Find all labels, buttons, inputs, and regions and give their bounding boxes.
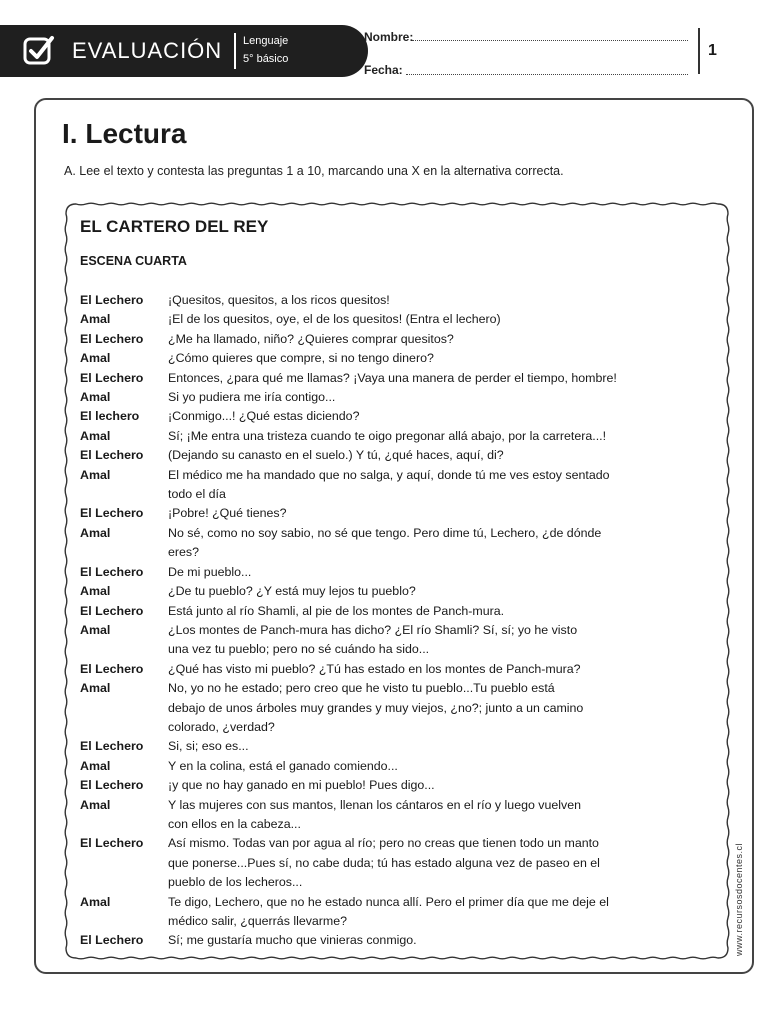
- dialogue-line: [80, 582, 660, 601]
- name-label: Nombre:: [364, 30, 414, 44]
- speaker-name: Amal: [80, 758, 111, 773]
- dialogue-text: ¿De tu pueblo? ¿Y está muy lejos tu pueblo?: [168, 584, 416, 599]
- dialogue-line: [80, 563, 660, 582]
- dialogue-text: debajo de unos árboles muy grandes y muy viejos, ¿no?; junto a un camino: [168, 700, 584, 715]
- dialogue-line: [80, 621, 660, 640]
- speaker-name: El Lechero: [80, 836, 144, 851]
- speaker-name: El Lechero: [80, 564, 144, 579]
- dialogue-line: [80, 407, 660, 426]
- dialogue: [80, 291, 660, 951]
- dialogue-line: [80, 912, 660, 931]
- dialogue-text: con ellos en la cabeza...: [168, 816, 301, 831]
- dialogue-text: Y las mujeres con sus mantos, llenan los cántaros en el río y luego vuelven: [168, 797, 582, 812]
- dialogue-text: ¿Cómo quieres que compre, si no tengo dinero?: [168, 351, 434, 366]
- dialogue-line: [80, 776, 660, 795]
- dialogue-line: [80, 504, 660, 523]
- speaker-name: El Lechero: [80, 603, 144, 618]
- speaker-name: El Lechero: [80, 933, 144, 948]
- dialogue-line: [80, 602, 660, 621]
- story-title: EL CARTERO DEL REY: [80, 217, 269, 236]
- dialogue-text: ¡y que no hay ganado en mi pueblo! Pues digo...: [168, 778, 435, 793]
- speaker-name: [80, 873, 168, 892]
- dialogue-line: [80, 718, 660, 737]
- dialogue-line: [80, 873, 660, 892]
- header-divider: [234, 33, 236, 69]
- dialogue-text: Sí; ¡Me entra una tristeza cuando te oigo pregonar allá abajo, por la carretera...!: [168, 428, 607, 443]
- speaker-name: Amal: [80, 681, 111, 696]
- instruction-text: A. Lee el texto y contesta las preguntas 1 a 10, marcando una X en la alternativa correcta.: [64, 164, 564, 178]
- dialogue-line: [80, 893, 660, 912]
- page-number: 1: [708, 42, 717, 59]
- header-bar: [0, 25, 368, 77]
- dialogue-text: Te digo, Lechero, que no he estado nunca allí. Pero el primer día que me deje el: [168, 894, 609, 909]
- dialogue-line: [80, 834, 660, 853]
- speaker-name: Amal: [80, 428, 111, 443]
- dialogue-line: [80, 466, 660, 485]
- dialogue-text: Si yo pudiera me iría contigo...: [168, 390, 336, 405]
- dialogue-text: Está junto al río Shamli, al pie de los montes de Panch-mura.: [168, 603, 505, 618]
- header-subject: Lenguaje: [243, 35, 289, 47]
- dialogue-text: que ponerse...Pues sí, no cabe duda; tú has estado alguna vez de paseo en el: [168, 855, 600, 870]
- dialogue-text: pueblo de los lecheros...: [168, 875, 303, 890]
- speaker-name: El Lechero: [80, 448, 144, 463]
- dialogue-text: ¡El de los quesitos, oye, el de los quesitos! (Entra el lechero): [168, 312, 501, 327]
- speaker-name: Amal: [80, 622, 111, 637]
- dialogue-line: [80, 485, 660, 504]
- dialogue-line: [80, 737, 660, 756]
- dialogue-line: [80, 388, 660, 407]
- dialogue-text: ¿Me ha llamado, niño? ¿Quieres comprar quesitos?: [168, 331, 454, 346]
- dialogue-text: colorado, ¿verdad?: [168, 719, 275, 734]
- dialogue-line: [80, 291, 660, 310]
- dialogue-text: ¡Conmigo...! ¿Qué estas diciendo?: [168, 409, 360, 424]
- dialogue-line: [80, 815, 660, 834]
- dialogue-line: [80, 310, 660, 329]
- date-label: Fecha:: [364, 63, 403, 77]
- speaker-name: [80, 485, 168, 504]
- dialogue-line: [80, 369, 660, 388]
- speaker-name: [80, 854, 168, 873]
- page-number-divider: [698, 28, 700, 74]
- header-grade: 5° básico: [243, 53, 289, 65]
- scene-title: ESCENA CUARTA: [80, 254, 187, 268]
- speaker-name: Amal: [80, 351, 111, 366]
- speaker-name: Amal: [80, 584, 111, 599]
- dialogue-line: [80, 446, 660, 465]
- dialogue-line: [80, 524, 660, 543]
- dialogue-line: [80, 699, 660, 718]
- speaker-name: [80, 640, 168, 659]
- dialogue-line: [80, 854, 660, 873]
- date-field[interactable]: [406, 74, 688, 75]
- dialogue-line: [80, 931, 660, 950]
- dialogue-text: Entonces, ¿para qué me llamas? ¡Vaya una manera de perder el tiempo, hombre!: [168, 370, 617, 385]
- dialogue-text: Y en la colina, está el ganado comiendo...: [168, 758, 398, 773]
- speaker-name: [80, 543, 168, 562]
- speaker-name: Amal: [80, 525, 111, 540]
- dialogue-text: ¿Los montes de Panch-mura has dicho? ¿El río Shamli? Sí, sí; yo he visto: [168, 622, 578, 637]
- dialogue-text: ¡Quesitos, quesitos, a los ricos quesitos!: [168, 293, 390, 307]
- dialogue-text: Si, si; eso es...: [168, 739, 249, 754]
- dialogue-line: [80, 349, 660, 368]
- dialogue-text: No, yo no he estado; pero creo que he visto tu pueblo...Tu pueblo está: [168, 681, 555, 696]
- watermark: www.recursosdocentes.cl: [734, 842, 744, 956]
- name-field[interactable]: [412, 40, 688, 41]
- dialogue-text: No sé, como no soy sabio, no sé que tengo. Pero dime tú, Lechero, ¿de dónde: [168, 525, 602, 540]
- dialogue-text: ¿Qué has visto mi pueblo? ¿Tú has estado en los montes de Panch-mura?: [168, 661, 581, 676]
- dialogue-text: médico salir, ¿querrás llevarme?: [168, 914, 348, 928]
- dialogue-line: [80, 427, 660, 446]
- speaker-name: [80, 815, 168, 834]
- speaker-name: El Lechero: [80, 370, 144, 385]
- dialogue-text: una vez tu pueblo; pero no sé cuándo ha sido...: [168, 642, 430, 657]
- dialogue-line: [80, 796, 660, 815]
- speaker-name: El Lechero: [80, 739, 144, 754]
- speaker-name: [80, 699, 168, 718]
- speaker-name: El lechero: [80, 409, 140, 424]
- dialogue-line: [80, 757, 660, 776]
- speaker-name: El Lechero: [80, 293, 144, 307]
- dialogue-text: (Dejando su canasto en el suelo.) Y tú, ¿qué haces, aquí, di?: [168, 448, 504, 463]
- speaker-name: Amal: [80, 797, 111, 812]
- dialogue-line: [80, 679, 660, 698]
- dialogue-line: [80, 330, 660, 349]
- checkbox-check-icon: [22, 34, 56, 68]
- speaker-name: Amal: [80, 894, 111, 909]
- speaker-name: [80, 912, 168, 931]
- speaker-name: Amal: [80, 390, 111, 405]
- dialogue-line: [80, 640, 660, 659]
- dialogue-text: eres?: [168, 545, 199, 560]
- section-title: I. Lectura: [62, 118, 187, 149]
- speaker-name: El Lechero: [80, 506, 144, 521]
- dialogue-text: De mi pueblo...: [168, 564, 252, 579]
- header-title: EVALUACIÓN: [72, 38, 223, 63]
- dialogue-line: [80, 543, 660, 562]
- dialogue-text: El médico me ha mandado que no salga, y aquí, donde tú me ves estoy sentado: [168, 467, 610, 482]
- speaker-name: El Lechero: [80, 331, 144, 346]
- speaker-name: Amal: [80, 467, 111, 482]
- dialogue-text: todo el día: [168, 487, 226, 502]
- speaker-name: El Lechero: [80, 661, 144, 676]
- speaker-name: [80, 718, 168, 737]
- dialogue-text: ¡Pobre! ¿Qué tienes?: [168, 506, 287, 521]
- speaker-name: El Lechero: [80, 778, 144, 793]
- dialogue-text: Así mismo. Todas van por agua al río; pero no creas que tienen todo un manto: [168, 836, 599, 851]
- speaker-name: Amal: [80, 312, 111, 327]
- dialogue-text: Sí; me gustaría mucho que vinieras conmigo.: [168, 933, 417, 948]
- dialogue-line: [80, 660, 660, 679]
